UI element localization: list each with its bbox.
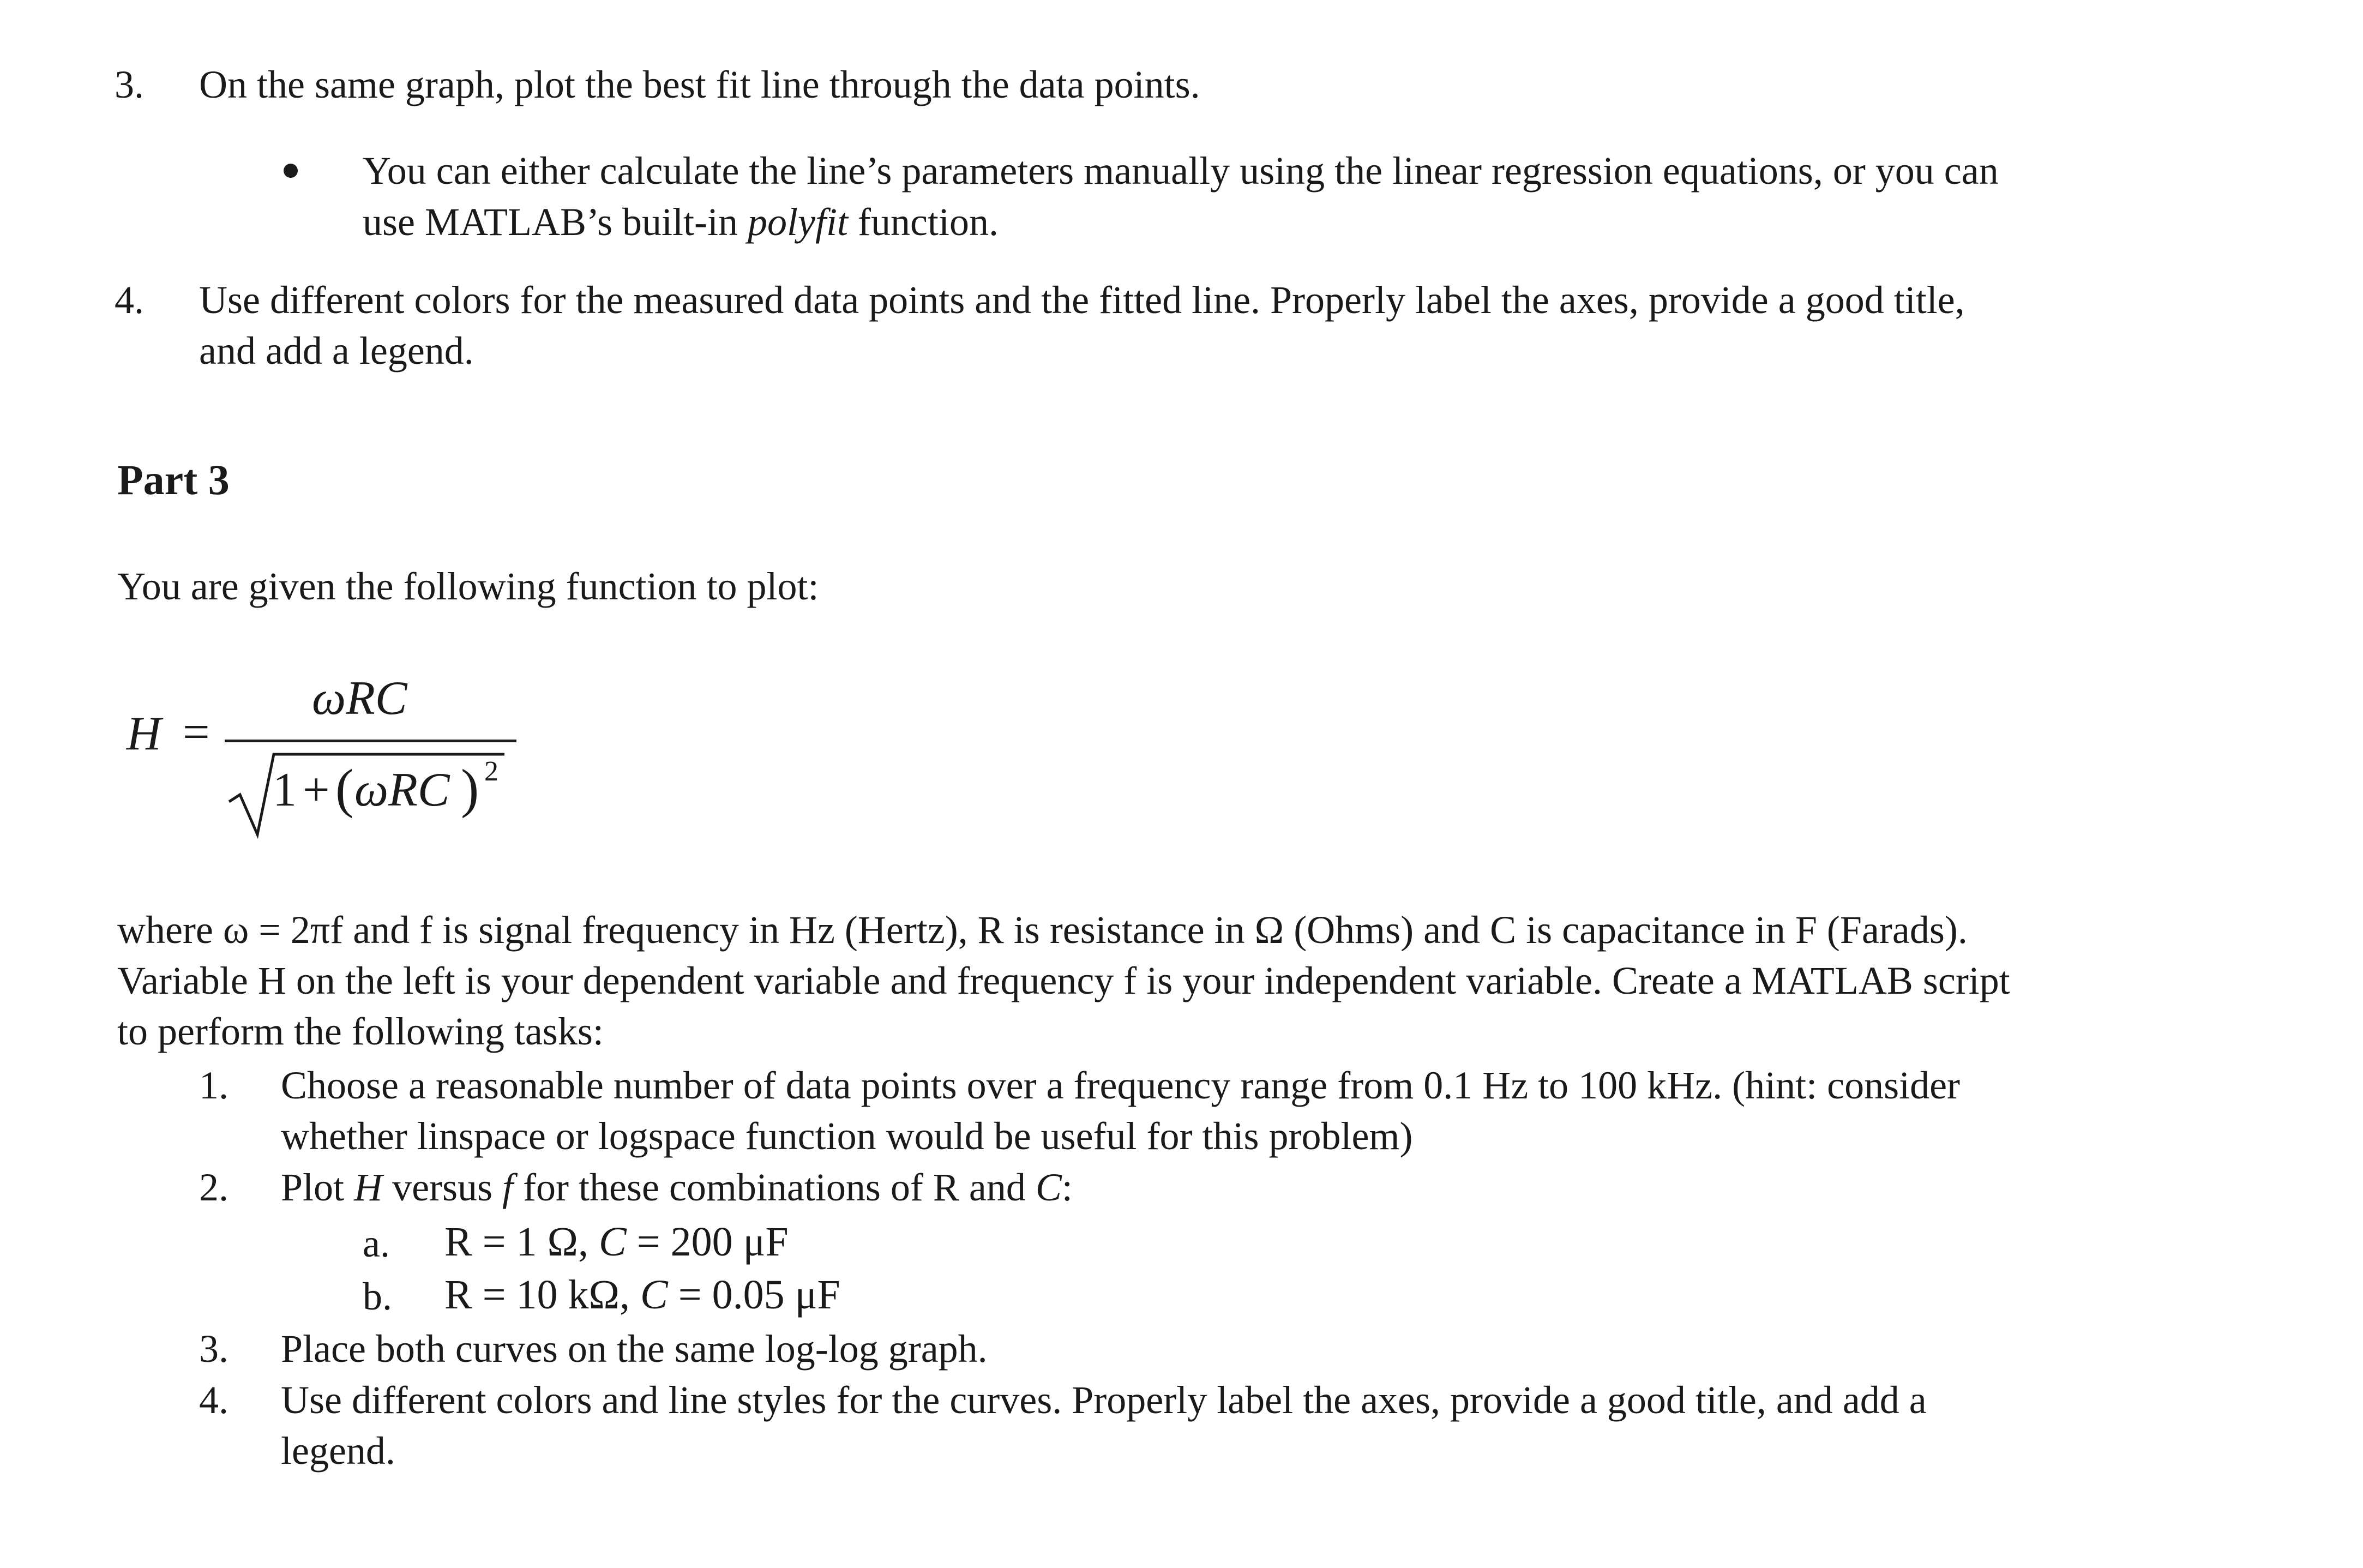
task-1-line-1: Choose a reasonable number of data points over a frequency range from 0.1 Hz to 100 kHz. (hint: consider xyxy=(281,1064,1961,1107)
bullet-line-2: use MATLAB’s built-in polyfit function. xyxy=(363,200,999,244)
item-3-number: 3. xyxy=(115,63,144,106)
where-line-2: Variable H on the left is your dependent variable and frequency f is your independent variable. Create a MATLAB script xyxy=(117,959,2010,1002)
subitem-a-text: R = 1 Ω, C = 200 μF xyxy=(444,1219,789,1265)
equation-numerator: ωRC xyxy=(312,672,407,725)
subitem-b-text: R = 10 kΩ, C = 0.05 μF xyxy=(444,1272,840,1318)
task-4-number: 4. xyxy=(199,1378,229,1422)
where-line-1: where ω = 2πf and f is signal frequency in Hz (Hertz), R is resistance in Ω (Ohms) and C is capacitance in F (Farads). xyxy=(117,908,1968,952)
bullet-icon xyxy=(284,164,298,178)
task-1-number: 1. xyxy=(199,1064,229,1107)
item-4-line-1: Use different colors for the measured data points and the fitted line. Properly label the axes, provide a good title, xyxy=(199,278,1965,322)
denominator-close-paren: ) xyxy=(461,758,479,819)
polyfit-emphasis: polyfit xyxy=(748,200,848,244)
task-3-text: Place both curves on the same log-log graph. xyxy=(281,1327,988,1371)
denominator-plus: + xyxy=(303,764,330,816)
denominator-one: 1 xyxy=(273,764,297,816)
task-2-number: 2. xyxy=(199,1166,229,1209)
where-line-3: to perform the following tasks: xyxy=(117,1010,604,1053)
equation-lhs: H xyxy=(127,707,161,760)
intro-text: You are given the following function to plot: xyxy=(117,564,819,608)
item-3-text: On the same graph, plot the best fit line through the data points. xyxy=(199,63,1200,106)
task-2-text: Plot H versus f for these combinations of R and C: xyxy=(281,1166,1073,1209)
fraction-bar xyxy=(225,740,516,742)
item-4-number: 4. xyxy=(115,278,144,322)
subitem-b-letter: b. xyxy=(363,1275,392,1318)
item-4-line-2: and add a legend. xyxy=(199,329,474,373)
task-4-line-2: legend. xyxy=(281,1429,395,1473)
task-3-number: 3. xyxy=(199,1327,229,1371)
denominator-open-paren: ( xyxy=(335,758,354,819)
equation-equals: = xyxy=(183,706,210,759)
denominator-term: ωRC xyxy=(354,764,450,816)
denominator-exponent: 2 xyxy=(484,756,498,787)
part-heading: Part 3 xyxy=(117,456,230,503)
bullet-line-1: You can either calculate the line’s parameters manually using the linear regression equations, or you can xyxy=(363,149,1999,193)
task-4-line-1: Use different colors and line styles for the curves. Properly label the axes, provide a good title, and add a xyxy=(281,1378,1927,1422)
subitem-a-letter: a. xyxy=(363,1222,390,1265)
task-1-line-2: whether linspace or logspace function would be useful for this problem) xyxy=(281,1114,1413,1158)
